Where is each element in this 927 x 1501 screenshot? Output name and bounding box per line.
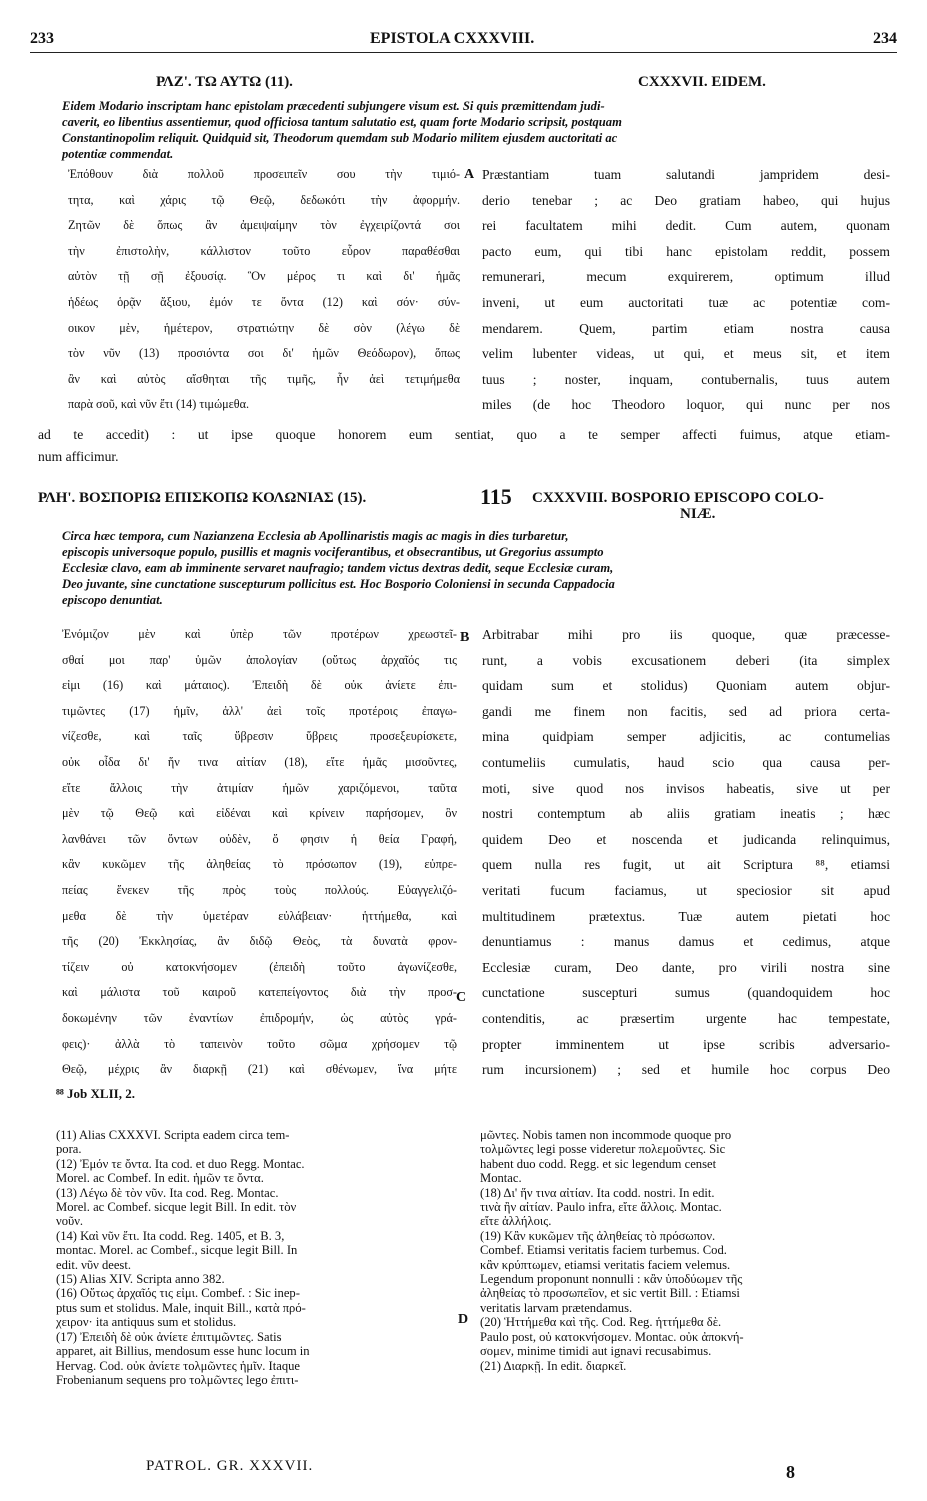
note-line: ptus sum et stolidus. Male, inquit Bill., κατὰ πρό- (56, 1300, 306, 1315)
continuation-line: ad te accedit) : ut ipse quoque honorem eum sentiat, quo a te semper affecti fuimus, atque etiam- (38, 427, 890, 442)
intro-line: Eidem Modario inscriptam hanc epistolam præcedenti subjungere visum est. Si quis præmittendam judi- (62, 99, 605, 113)
header-rule (30, 52, 897, 53)
latin-line: nostri contemptum ab aliis gratiam ineatis ; hæc (482, 806, 890, 822)
note-line: (13) Λέγω δὲ τὸν νῦν. Ita cod. Reg. Montac. (56, 1185, 279, 1200)
greek-line: παρὰ σοῦ, καὶ νῦν ἔτι (14) τιμώμεθα. (68, 397, 250, 412)
latin-line: Præstantiam tuam salutandi jampridem desi- (482, 167, 890, 182)
latin-line: velim lubenter videas, ut qui, et meus sit, et item (482, 346, 890, 362)
greek-line: δοκωμένην τῶν ἐναντίων ἐπιδρομήν, ὡς αὐτὸς γρά- (62, 1010, 457, 1025)
note-line: edit. νῦν deest. (56, 1257, 131, 1272)
intro-line: Deo juvante, sine cunctatione suscepturum pollicitus est. Hoc Bosporio Coloniensi in secunda Cappadocia (62, 577, 615, 591)
note-line: (16) Οὕτως ἀρχαῖός τις εἰμι. Combef. : Sic inep- (56, 1286, 300, 1301)
epistle138-intro (62, 528, 892, 608)
epistle138-latin-heading-2: NIÆ. (680, 506, 716, 522)
greek-line: τιμῶντες (17) ἡμῖν, ἀλλ' ἀεὶ τοῖς προτέροις ἐπαγω- (62, 703, 457, 718)
scripture-footnote: ⁸⁸ Job XLII, 2. (56, 1086, 135, 1101)
epistle138-greek-heading: ΡΛΗ'. ΒΟΣΠΟΡΙΩ ΕΠΙΣΚΟΠΩ ΚΟΛΩΝΙΑΣ (15). (38, 490, 367, 506)
greek-line: λανθάνει τῶν ὄντων οὐδὲν, ὅ φησιν ἡ θεία Γραφή, (62, 831, 457, 846)
latin-line: contumeliis cumulatis, haud scio qua causa per- (482, 754, 890, 770)
note-line: εἴτε ἀλλήλοις. (480, 1214, 552, 1229)
latin-line: Ecclesiæ curam, Deo dante, pro virili nostra sine (482, 959, 890, 975)
latin-line: pacto eum, qui tibi hanc epistolam reddit, possem (482, 243, 890, 259)
greek-line: σθαί μοι παρ' ὑμῶν ἀπολογίαν (οὕτως ἀρχαῖός τις (62, 652, 457, 667)
margin-marker-a: A (464, 167, 475, 182)
note-line: Combef. Etiamsi veritatis faciem turbemus. Cod. (480, 1243, 727, 1258)
latin-line: veritati fucum faciamus, ut speciosior sit apud (482, 882, 890, 898)
latin-line: derio tenebar ; ac Deo gratiam habeo, qui hujus (482, 192, 890, 208)
latin-line: inveni, ut eum auctoritati tuæ ac potentiæ com- (482, 294, 890, 310)
intro-line: caverit, eo libentius assentiemur, quod officiosa tantum salutatio est, quam forte Modario scripsit, postquam (62, 115, 622, 129)
running-title: EPISTOLA CXXXVIII. (370, 30, 535, 47)
greek-line: νίζεσθε, καὶ ταῖς ὕβρεσιν ὕβρεις προσεξευρίσκετε, (62, 729, 457, 744)
note-line: Legendum proponunt nonnulli : κἂν ὑποδύωμεν τῆς (480, 1272, 743, 1287)
note-line: τολμῶντες legi posse videretur πολεμοῦντες. Sic (480, 1142, 726, 1157)
footer-series: PATROL. GR. XXXVII. (146, 1458, 314, 1474)
note-line: τινὰ ἢν αἰτίαν. Paulo infra, εἴτε ἄλλοις. Montac. (480, 1200, 722, 1215)
greek-line: Ἐνόμιζον μὲν καὶ ὑπὲρ τῶν προτέρων χρεωστεῖ- (62, 627, 457, 641)
note-line: pora. (56, 1142, 82, 1157)
intro-line: Constantinopolim reliquit. Quidquid sit, Theodorum quemdam sub Modario militem ejusdem auctoritati ac (62, 131, 618, 145)
greek-line: Θεῷ, μέχρις ἂν διαρκῇ (21) καὶ σθένωμεν, ἵνα μήτε (62, 1062, 457, 1077)
latin-line: gandi me finem non facitis, sed ad priora certa- (482, 703, 890, 719)
greek-line: μὲν τῷ Θεῷ καὶ εἰδέναι καὶ κρίνειν παρήσομεν, ὃν (62, 806, 457, 821)
footer-signature-number: 8 (786, 1462, 795, 1482)
note-line: κἂν κρύπτωμεν, etiamsi veritatis faciem velemus. (480, 1257, 731, 1272)
greek-line: ἡδέως ὁρᾷν ἄξιου, ἐμόν τε ὄντα (12) καὶ σόν· σύν- (68, 294, 460, 309)
note-line: (21) Διαρκῇ. In edit. διαρκεῖ. (480, 1358, 627, 1373)
greek-line: τὴν ἐπιστολὴν, κάλλιστον τοῦτο εὗρον παραθέσθαι (68, 243, 460, 258)
column-number: 115 (480, 484, 512, 509)
latin-line: remunerari, mecum exquirerem, optimum illud (482, 269, 890, 285)
greek-line: ἂν καὶ αὐτὸς αἴσθηται τῆς τιμῆς, ἧν ἀεὶ τετιμήμεθα (68, 371, 460, 386)
note-line: χειρον· ita antiquus sum et stolidus. (56, 1315, 237, 1330)
latin-line: quidam sum et stolidus) Quoniam autem objur- (482, 678, 890, 694)
latin-line: propter imminentem ut ipse scribis adversario- (482, 1036, 890, 1052)
latin-line: quem nulla res fugit, ut ait Scriptura ⁸⁸, etiamsi (482, 857, 890, 873)
greek-line: οικον μὲν, ἡμέτερον, στρατιώτην δὲ σὸν (λέγω δὲ (68, 320, 460, 335)
note-line: (18) Δι' ἥν τινα αἰτίαν. Ita codd. nostri. In edit. (480, 1185, 715, 1200)
greek-line: τίζειν οὐ κατοκνήσομεν (ἐπειδὴ τοῦτο ἀγωνίζεσθε, (62, 959, 457, 974)
epistle137-latin-text (482, 162, 890, 418)
epistle138-latin-text (482, 622, 890, 1083)
note-line: Frobenianum sequens pro τολμῶντες lego ἐπιτι- (56, 1372, 299, 1387)
note-line: Montac. (480, 1171, 522, 1186)
notes-right-column (480, 1128, 892, 1373)
latin-line: moti, sive quod nos invisos habeatis, sive ut per (482, 780, 890, 796)
epistle138-greek-text (62, 622, 457, 1083)
note-line: (20) Ἡττήμεθα καὶ τῆς. Cod. Reg. ἡττήμεθα δὲ. (480, 1315, 722, 1330)
note-line: (14) Καὶ νῦν ἔτι. Ita codd. Reg. 1405, et B. 3, (56, 1228, 285, 1243)
greek-line: κἂν κυκῶμεν τῆς ἀληθείας τὸ πρόσωπον (19), εὐπρε- (62, 857, 457, 872)
greek-line: τὸν νῦν (13) προσιόντα σοι δι' ἡμῶν Θεόδωρον), ὅπως (68, 346, 460, 361)
note-line: (12) Ἐμόν τε ὄντα. Ita cod. et duo Regg. Montac. (56, 1156, 305, 1171)
latin-line: multitudinem prætextus. Tuæ autem pietati hoc (482, 908, 890, 924)
note-line: (17) Ἐπειδὴ δὲ οὐκ ἀνίετε ἐπιτιμῶντες. Satis (56, 1329, 282, 1344)
page-header (30, 30, 897, 52)
intro-line: Ecclesiæ clavo, eam ab imminente servaret naufragio; tandem victus dextras dedit, seque Ecclesiæ curam, (62, 561, 614, 575)
note-line: σομεν, minime timidi aut ignavi recusabimus. (480, 1344, 712, 1359)
latin-line: rum incursionem) ; sed et humile hoc corpus Deo (482, 1062, 890, 1078)
note-line: apparet, ait Billius, mendosum esse hunc locum in (56, 1344, 310, 1359)
greek-line: εἰμι (16) καὶ μάταιος). Ἐπειδὴ δὲ οὐκ ἀνίετε ἐπι- (62, 678, 457, 693)
epistle137-latin-heading: CXXXVII. EIDEM. (638, 74, 766, 90)
latin-line: Arbitrabar mihi pro iis quoque, quæ præcesse- (482, 627, 890, 642)
note-line: montac. Morel. ac Combef., sicque legit Bill. In (56, 1243, 298, 1258)
note-line: Hervag. Cod. οὐκ ἀνίετε τολμῶντες ἡμῖν. Itaque (56, 1358, 301, 1373)
latin-line: denuntiamus : manus damus et cedimus, atque (482, 934, 890, 950)
note-line: Paulo post, οὐ κατοκνήσομεν. Montac. οὐκ ἀποκνή- (480, 1329, 744, 1344)
greek-line: εἴτε ἄλλοις τὴν ἀτιμίαν ἡμῶν χαριζόμενοι, ταῦτα (62, 780, 457, 795)
note-line: (15) Alias XIV. Scripta anno 382. (56, 1272, 225, 1287)
latin-line: mina quidpiam semper adjicitis, ac contumelias (482, 729, 890, 745)
intro-line: potentiæ commendat. (62, 147, 174, 161)
note-line: Morel. ac Combef. In edit. ἡμῶν τε ὄντα. (56, 1171, 264, 1186)
intro-line: episcopis universoque populo, pusillis et magnis vociferantibus, et obsecrantibus, ut Gregorius assumpto (62, 545, 604, 559)
greek-line: τητα, καὶ χάρις τῷ Θεῷ, δεδωκότι τὴν ἀφορμήν. (68, 192, 460, 207)
epistle137-greek-heading: ΡΛΖ'. ΤΩ ΑΥΤΩ (11). (156, 74, 293, 90)
note-line: (11) Alias CXXXVI. Scripta eadem circa tem- (56, 1128, 290, 1142)
intro-line: episcopo denuntiat. (62, 593, 163, 607)
intro-line: Circa hæc tempora, cum Nazianzena Ecclesia ab Apollinaristis magis ac magis in dies turbaretur, (62, 529, 569, 543)
margin-marker-c: C (456, 990, 467, 1005)
epistle137-greek-text (68, 162, 460, 418)
greek-line: μεθα δὲ τὴν ὑμετέραν εὐλάβειαν· ἡττήμεθα, καὶ (62, 908, 457, 923)
latin-line: quidem Deo et noscenda et judicanda relinquimus, (482, 831, 890, 847)
note-line: ἀληθείας τὸ προσωπεῖον, et sic vertit Bill. : Etiamsi (480, 1286, 740, 1301)
notes-left-column (56, 1128, 456, 1387)
page-number-right: 234 (873, 30, 897, 47)
note-line: μῶντες. Nobis tamen non incommode quoque pro (480, 1128, 732, 1142)
epistle138-latin-heading-1: CXXXVIII. BOSPORIO EPISCOPO COLO- (532, 490, 824, 506)
epistle137-continuation (38, 424, 890, 468)
note-line: habent duo codd. Regg. et sic legendum censet (480, 1156, 717, 1171)
latin-line: contenditis, ac præsertim urgente hac tempestate, (482, 1010, 890, 1026)
latin-line: rei facultatem mihi dedit. Cum autem, quonam (482, 218, 890, 234)
latin-line: runt, a vobis excusationem deberi (ita simplex (482, 652, 890, 668)
greek-line: πείας ἕνεκεν τῆς πρὸς τοὺς πολλούς. Εὐαγγελιζό- (62, 882, 457, 897)
note-line: (19) Κἂν κυκῶμεν τῆς ἀληθείας τὸ πρόσωπον. (480, 1228, 716, 1243)
latin-line: mendarem. Quem, partim etiam nostra causa (482, 320, 890, 336)
epistle137-intro (62, 98, 888, 162)
greek-line: καὶ μάλιστα τοῦ καιροῦ κατεπείγοντος διὰ τὴν προσ- (62, 985, 457, 1000)
latin-line: cunctatione suscepturi sumus (quandoquidem hoc (482, 985, 890, 1001)
margin-marker-d: D (458, 1312, 469, 1327)
greek-line: αὐτὸν τῇ σῇ ἐξουσίᾳ. Ὃν μέρος τι καὶ δι' ἡμᾶς (68, 269, 460, 284)
note-line: veritatis larvam prætendamus. (480, 1300, 633, 1315)
greek-line: τῆς (20) Ἐκκλησίας, ἂν διδῷ Θεὸς, τὰ δυνατὰ φρον- (62, 934, 457, 949)
latin-line: miles (de hoc Theodoro loquor, qui nunc per nos (482, 397, 890, 413)
note-line: Morel. ac Combef. sicque legit Bill. In edit. τὸν (56, 1200, 297, 1215)
page-number-left: 233 (30, 30, 54, 47)
note-line: νοῦν. (56, 1214, 84, 1229)
greek-line: Ζητῶν δὲ ὅπως ἂν ἀμειψαίμην τὸν ἐγχειρίζοντά σοι (68, 218, 460, 233)
margin-marker-b: B (460, 630, 470, 645)
continuation-line: num afficimur. (38, 449, 119, 464)
greek-line: φεις)· ἀλλὰ τὸ ταπεινὸν τοῦτο σῶμα χρήσομεν τῷ (62, 1036, 457, 1051)
greek-line: οὐκ οἶδα δι' ἥν τινα αἰτίαν (18), εἴτε ἡμᾶς μισοῦντες, (62, 754, 457, 769)
greek-line: Ἐπόθουν διὰ πολλοῦ προσειπεῖν σου τὴν τιμιό- (68, 167, 460, 181)
latin-line: tuus ; noster, inquam, contubernalis, tuus autem (482, 371, 890, 387)
